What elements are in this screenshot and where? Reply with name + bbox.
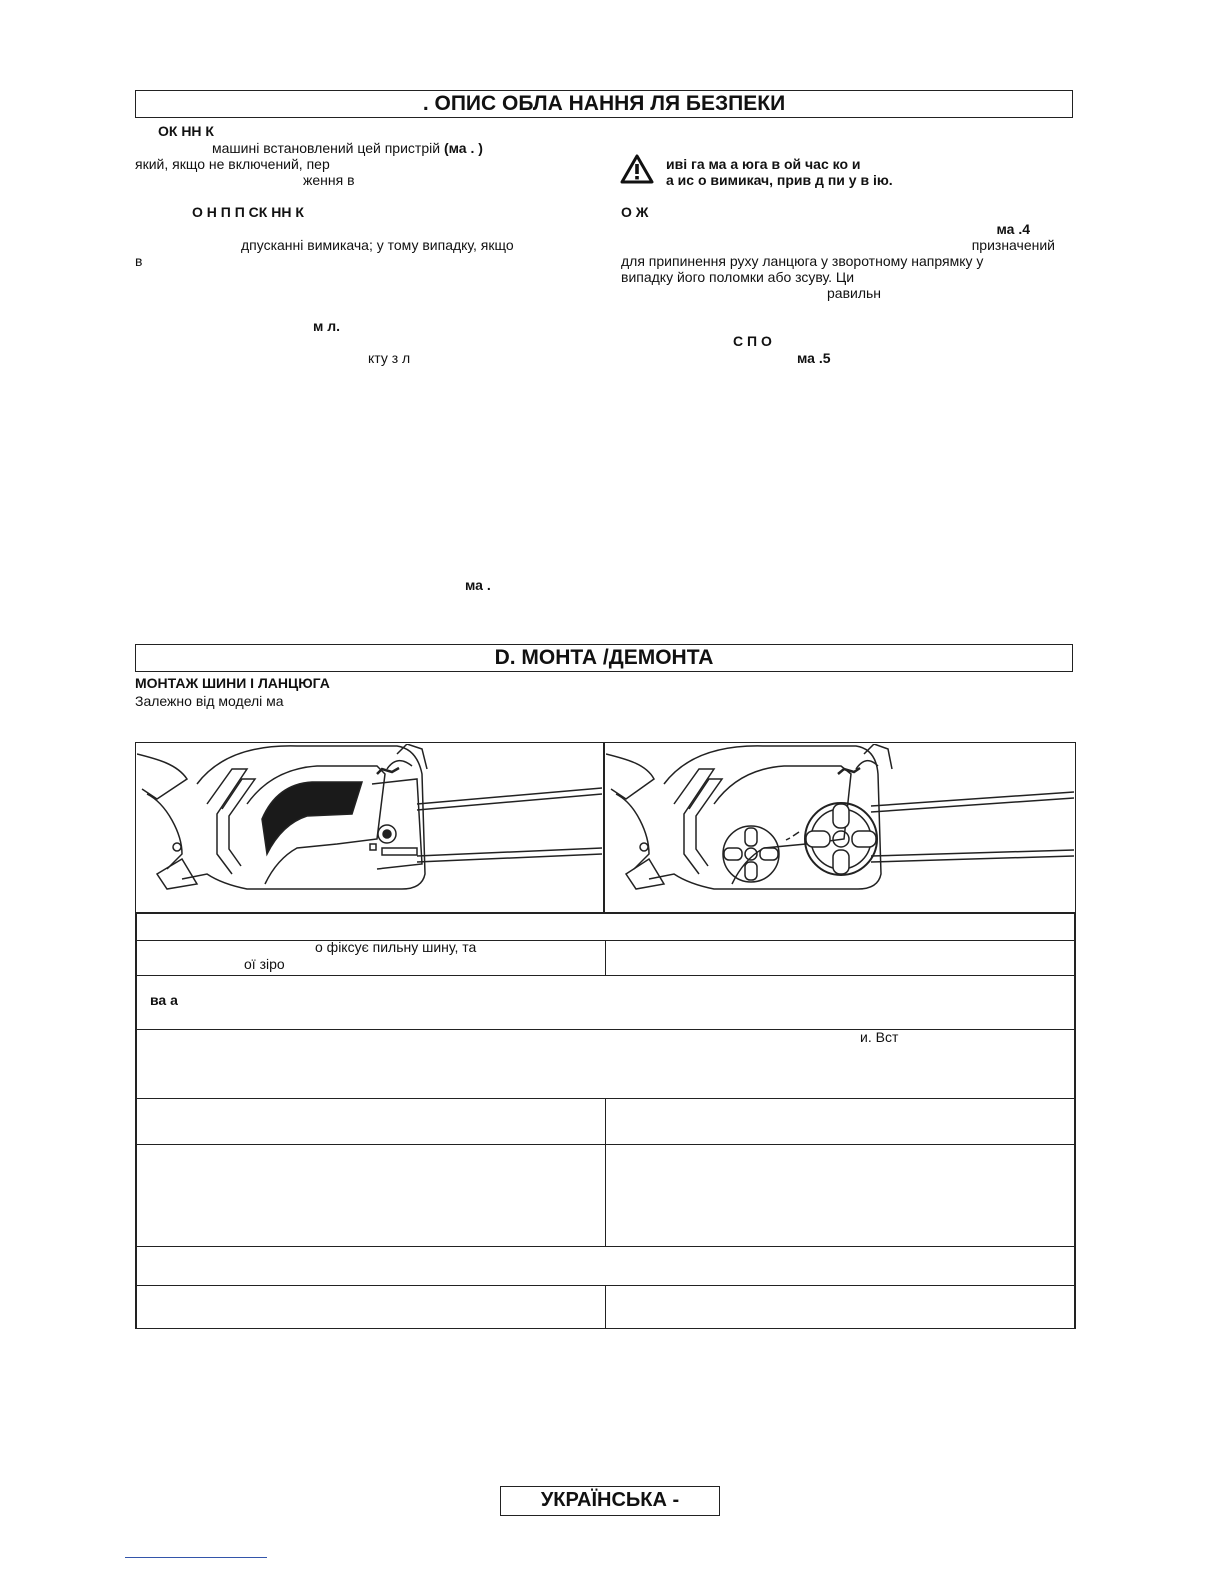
- right-ref-5: ма .5: [797, 350, 831, 366]
- right-ref-4: ма .4: [996, 221, 1030, 237]
- left-subheading-2: О Н П П СК НН К: [192, 204, 304, 220]
- left-line-1: [212, 140, 483, 156]
- warning-triangle-icon: [620, 154, 654, 184]
- right-subheading: С П О: [733, 333, 772, 349]
- chainsaw-illustration-1: [137, 744, 602, 911]
- table-r4-text: и. Вст: [860, 1029, 899, 1045]
- right-heading: О Ж: [621, 204, 649, 220]
- table-row-5-left: [136, 1098, 606, 1145]
- left-line-1-text: машині встановлений цей пристрій: [212, 140, 441, 156]
- left-line-4: дпусканні вимикача; у тому випадку, якщо: [241, 237, 514, 253]
- section-d-subtitle: МОНТАЖ ШИНИ І ЛАНЦЮГА: [135, 675, 330, 691]
- left-line-1-ref: (ма . ): [443, 140, 483, 156]
- left-line-5: в: [135, 253, 143, 269]
- table-r2-left-line-1: о фіксує пильну шину, та: [315, 939, 477, 955]
- left-ref-a: м л.: [313, 318, 341, 334]
- table-row-2-right: [605, 940, 1075, 976]
- warning-line-1: иві га ма а юга в ой час ко и: [666, 156, 861, 172]
- left-line-2: який, якщо не включений, пер: [135, 156, 330, 172]
- table-row-6-left: [136, 1144, 606, 1247]
- table-row-5-right: [605, 1098, 1075, 1145]
- page-language-label: УКРАЇНСЬКА -: [500, 1486, 720, 1516]
- table-row-8-right: [605, 1285, 1075, 1329]
- table-r2-left-line-2: ої зіро: [244, 956, 285, 972]
- left-line-3: ження в: [303, 172, 355, 188]
- footer-link-underline: [125, 1557, 267, 1558]
- table-r3-text: ва а: [150, 992, 178, 1008]
- left-ref-b: ма .: [465, 577, 491, 593]
- left-heading: ОК НН К: [158, 123, 214, 139]
- table-row-6-right: [605, 1144, 1075, 1247]
- illustration-divider: [603, 742, 605, 913]
- right-line-1: призначений: [971, 237, 1055, 253]
- left-line-6: кту з л: [368, 350, 411, 366]
- table-row-3: [136, 975, 1075, 1030]
- table-row-8-left: [136, 1285, 606, 1329]
- right-line-2: для припинення руху ланцюга у зворотному напрямку у: [621, 253, 984, 269]
- right-line-4: равильн: [827, 285, 882, 301]
- chainsaw-illustration-2: [606, 744, 1074, 911]
- table-row-4: [136, 1029, 1075, 1099]
- table-row-7: [136, 1246, 1075, 1286]
- section-d-intro: Залежно від моделі ма: [135, 693, 284, 709]
- table-row-1: [136, 913, 1075, 941]
- warning-line-2: а ис о вимикач, прив д пи у в ію.: [666, 172, 893, 188]
- right-line-3: випадку його поломки або зсуву. Ци: [621, 269, 855, 285]
- section-c-title: . ОПИС ОБЛА НАННЯ ЛЯ БЕЗПЕКИ: [135, 90, 1073, 118]
- section-d-title: D. МОНТА /ДЕМОНТА: [135, 644, 1073, 672]
